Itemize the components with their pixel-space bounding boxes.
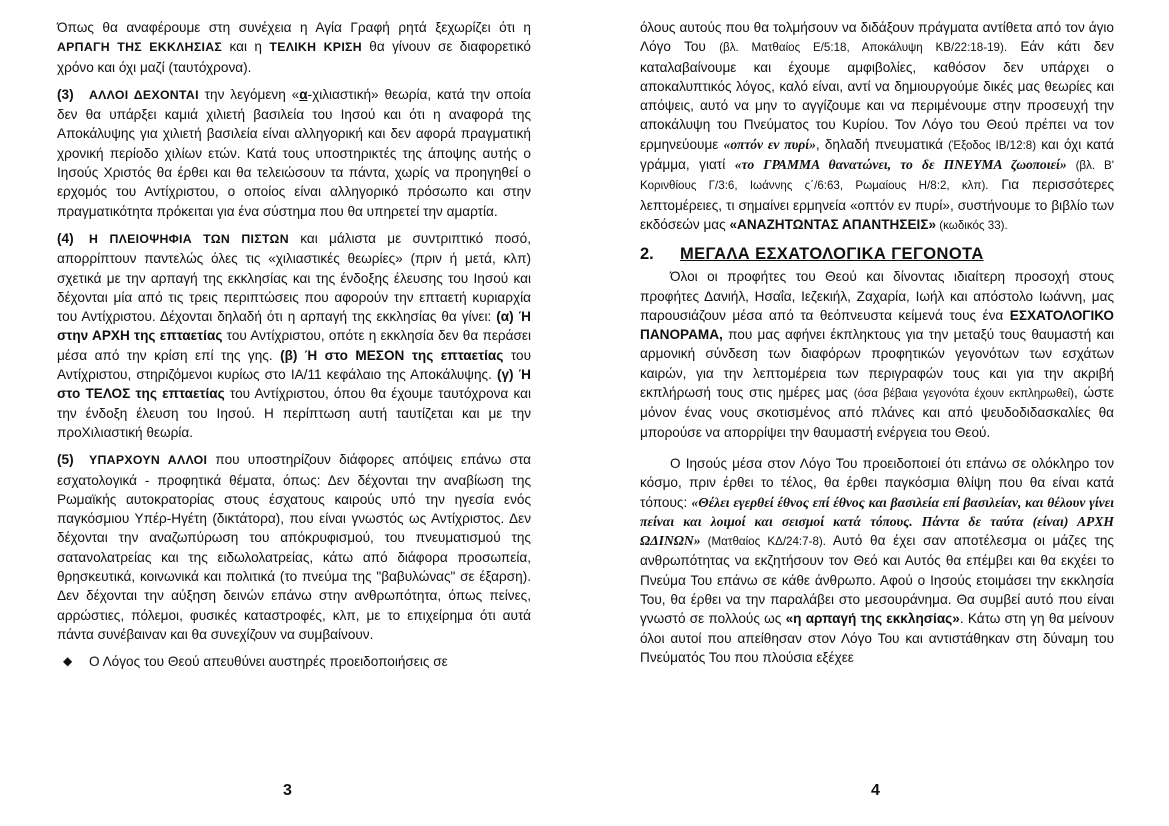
paragraph-point-3 [57, 85, 531, 221]
text: θα γίνουν σε διαφορετικό χρόνο και όχι μαζί (ταυτόχρονα). [57, 39, 531, 75]
text: , ώστε μόνον ένας νους σκοτισμένος από πλάνες και από ψευδοδιδασκαλίες θα μπορούσε να απορρίψει την θαυμαστή ενέργεια του Θεού. [640, 385, 1114, 440]
reference-text: (βλ. Β' Κορινθίους Γ/3:6, Ιωάννης ς΄/6:63, Ρωμαίους Η/8:2, κλπ). [640, 159, 1114, 193]
text: -χιλιαστική» θεωρία, κατά την οποία δεν θα υπάρξει καμιά χιλιετή βασιλεία του Ιησού και ότι η αναφορά της Αποκάλυψης για χιλιετή βασιλεία είναι αλληγορική και δεν αφορά πραγματική χρονική περίοδο χιλίων ετών. Κατά τους υποστηρικτές της άποψης αυτής ο Ιησούς Χριστός θα έρθει και θα τελειώσουν τα πάντα, χωρίς να προηγηθεί ο ερχομός του Αντίχριστου, ο οποίος είναι αλληγορικό πρόσωπο και στην πραγματικότητα πρόκειται για ένα σύστημα που θα υπηρετεί την αμαρτία. [57, 86, 532, 219]
section-number: 2. [640, 245, 654, 264]
point-number: (5) [57, 452, 74, 468]
bullet-item [57, 652, 531, 671]
text: και όχι κατά γράμμα, γιατί [640, 136, 1115, 173]
reference-text: (όσα βέβαια γεγονότα έχουν εκπληρωθεί) [853, 387, 1075, 401]
text: , δηλαδή πνευματικά [815, 136, 949, 152]
bold-text: ΑΡΠΑΓΗ ΤΗΣ ΕΚΚΛΗΣΙΑΣ [57, 40, 223, 55]
right-page [640, 18, 1114, 818]
quote-text: «οπτόν εν πυρί» [723, 136, 816, 152]
bold-text: ΑΛΛΟΙ ΔΕΧΟΝΤΑΙ [89, 87, 199, 102]
text: του Αντίχριστου, όπου θα έχουμε ταυτόχρονα και την ένδοξη έλευση του Ιησού. Η περίπτωση αυτή ταυτίζεται και με την προΧιλιαστική θεωρία. [57, 386, 531, 440]
text: Όλοι οι προφήτες του Θεού και δίνοντας ιδιαίτερη προσοχή στους προφήτες Δανιήλ, Ησαΐα, Ιεζεκιήλ, Ζαχαρία, Ιωήλ και απόστολο Ιωάννη, μας παρουσιάζουν μέσα από τα θεόπνευστα κείμενά τους ένα [640, 269, 1114, 323]
bullet-text: Ο Λόγος του Θεού απευθύνει αυστηρές προειδοποιήσεις σε [89, 654, 448, 670]
section-title: ΜΕΓΑΛΑ ΕΣΧΑΤΟΛΟΓΙΚΑ ΓΕΓΟΝΟΤΑ [680, 245, 984, 264]
text: που υποστηρίζουν διάφορες απόψεις επάνω στα εσχατολογικά - προφητικά θέματα, όπως: Δεν δέχονται την αναβίωση της Ρωμαϊκής αυτοκρατορίας στους έσχατους καιρούς υπό την ηγεσία ενός παγκόσμιου Υπέρ-Ηγέτη (δικτάτορα), που είναι γνωστός ως Αντίχριστος. Δεν δέχονται την αναζωπύρωση του απόκρυφισμού, του πνευματισμού της σατανολατρείας και της ειδωλολατρείας, κάτω από διάφορα προσωπεία, θρησκευτικά, κοινωνικά και πολιτικά (το πνεύμα της "βαβυλώνας" σε έξαρση). Δεν δέχονται την αύξηση δεινών επάνω στην ανθρωπότητα, όπως πείνες, αρρώστιες, πόλεμοι, φυσικές καταστροφές, κλπ, με το επιχείρημα ότι αυτά πάντα συνέβαιναν και θα συνεχίζουν να συμβαίνουν. [57, 452, 531, 642]
bold-text: (β) Ή στο ΜΕΣΟΝ της επταετίας [280, 347, 504, 363]
text: που μας αφήνει έκπληκτους για την μεταξύ τους θαυμαστή και αρμονική σύνδεση των διαφόρων προφητικών γεγονότων των εσχάτων καιρών, για την λεπτομέρεια των περιγραφών τους και για την ακριβή εκπλήρωσή τους στις ημέρες μας [640, 327, 1114, 401]
quote-text: «Θέλει εγερθεί έθνος επί έθνος και βασιλεία επί βασιλείαν, και θέλουν γίνει πείναι και λοιμοί και σεισμοί κατά τόπους. Πάντα δε ταύτα (είναι) ΑΡΧΗ ΩΔΙΝΩΝ» [640, 494, 1114, 549]
text: όλους αυτούς που θα τολμήσουν να διδάξουν πράγματα αντίθετα από τον άγιο Λόγο Του [640, 20, 1114, 55]
text: και μάλιστα με συντριπτικό ποσό, απορρίπτουν παντελώς όλες τις «χιλιαστικές θεωρίες» (πριν ή μετά, κλπ) σχετικά με την αρπαγή της εκκλησίας και της ένδοξης έλευσης του Ιησού και δέχονται μία από τις τρεις περιπτώσεις που αφορούν την επταετή κυριαρχία του Αντίχριστου. Δέχονται δηλαδή ότι η αρπαγή της εκκλησίας θα γίνει: [57, 230, 532, 325]
paragraph-panorama [640, 267, 1114, 442]
paragraph-continuation [640, 18, 1114, 235]
text: του Αντίχριστου, στηριζόμενοι κυρίως στο ΙΑ/11 κεφάλαιο της Αποκάλυψης. [57, 347, 531, 383]
bold-text: Η ΠΛΕΙΟΨΗΦΙΑ ΤΩΝ ΠΙΣΤΩΝ [89, 231, 289, 246]
text: Αυτό θα έχει σαν αποτέλεσμα οι μάζες της ανθρωπότητας να εκζητήσουν τον Θεό και Αυτός θα επέμβει και θα εκχέει το Πνεύμα Του επάνω σε κάθε άνθρωπο. Αφού ο Ιησούς ετοιμάσει την εκκλησία Του, θα έρθει να την παραλάβει στο μεσουράνημα. Θα συμβεί αυτό που είναι γνωστό σε πολλούς ως [640, 533, 1114, 627]
text: Εάν κάτι δεν καταλαβαίνουμε και έχουμε αμφιβολίες, καθόσον δεν υπάρχει ο αποκαλυπτικός λόγος, καλό είναι, αντί να δημιουργούμε δικές μας θεωρίες και απόψεις, αυτό να μην το αγγίζουμε και να περιμένουμε στην προσευχή την αποκάλυψη του Πνεύματος του Κυρίου. Τον Λόγο του Θεού πρέπει να τον ερμηνεύουμε [640, 39, 1115, 152]
bold-text: ΥΠΑΡΧΟΥΝ ΑΛΛΟΙ [89, 453, 208, 468]
quote-text: «το ΓΡΑΜΜΑ θανατώνει, το δε ΠΝΕΥΜΑ ζωοποιεί» [734, 157, 1067, 173]
section-heading [640, 243, 1114, 265]
paragraph-tribulation [640, 454, 1114, 667]
underlined-prefix: α [299, 86, 308, 102]
reference-text: (Έξοδος ΙΒ/12:8) [948, 138, 1037, 152]
bold-text: (α) Ή στην ΑΡΧΗ της επταετίας [57, 309, 531, 344]
text: του Αντίχριστου, οπότε η εκκλησία δεν θα περάσει μέσα από την κρίση επί της γης. [57, 328, 531, 363]
bold-text: ΤΕΛΙΚΗ ΚΡΙΣΗ [269, 40, 362, 55]
text: την λεγόμενη « [198, 86, 300, 102]
bold-text: (γ) Ή στο ΤΕΛΟΣ της επταετίας [57, 367, 531, 402]
book-title: «ΑΝΑΖΗΤΩΝΤΑΣ ΑΠΑΝΤΗΣΕΙΣ» [729, 216, 937, 232]
text: . Κάτω στη γη θα μείνουν όλοι αυτοί που απείθησαν στον Λόγο Του και αντιστάθηκαν στη δύναμη του Πνεύματός Του που πλούσια εξέχεε [640, 611, 1115, 665]
text: Για περισσότερες λεπτομέρειες, τι σημαίνει ερμηνεία «οπτόν εν πυρί», συστήνουμε το βιβλίο των εκδόσεών μας [640, 177, 1114, 232]
point-number: (4) [57, 230, 74, 246]
diamond-bullet-icon: ◆ [63, 654, 73, 669]
reference-text: (κωδικός 33). [936, 218, 1008, 232]
bold-text: ΕΣΧΑΤΟΛΟΓΙΚΟ ΠΑΝΟΡΑΜΑ, [640, 307, 1114, 343]
text: Ο Ιησούς μέσα στον Λόγο Του προειδοποιεί ότι επάνω σε ολόκληρο τον κόσμο, πριν έρθει το τέλος, θα έρθει παγκόσμια θλίψη που θα είναι κατά τόπους: [640, 455, 1114, 510]
reference-text: (βλ. Ματθαίος Ε/5:18, Αποκάλυψη ΚΒ/22:18-19). [719, 41, 1008, 55]
paragraph-point-5 [57, 450, 531, 644]
reference-text: (Ματθαίος ΚΔ/24:7-8). [700, 535, 826, 549]
paragraph-intro [57, 18, 531, 77]
left-page [57, 18, 531, 818]
text: και η [222, 39, 270, 55]
page-number: 4 [871, 782, 880, 799]
bold-text: «η αρπαγή της εκκλησίας» [785, 611, 960, 627]
text: Όπως θα αναφέρουμε στη συνέχεια η Αγία Γραφή ρητά ξεχωρίζει ότι η [57, 20, 531, 35]
point-number: (3) [57, 86, 74, 102]
paragraph-point-4 [57, 229, 531, 442]
page-number: 3 [283, 782, 292, 799]
